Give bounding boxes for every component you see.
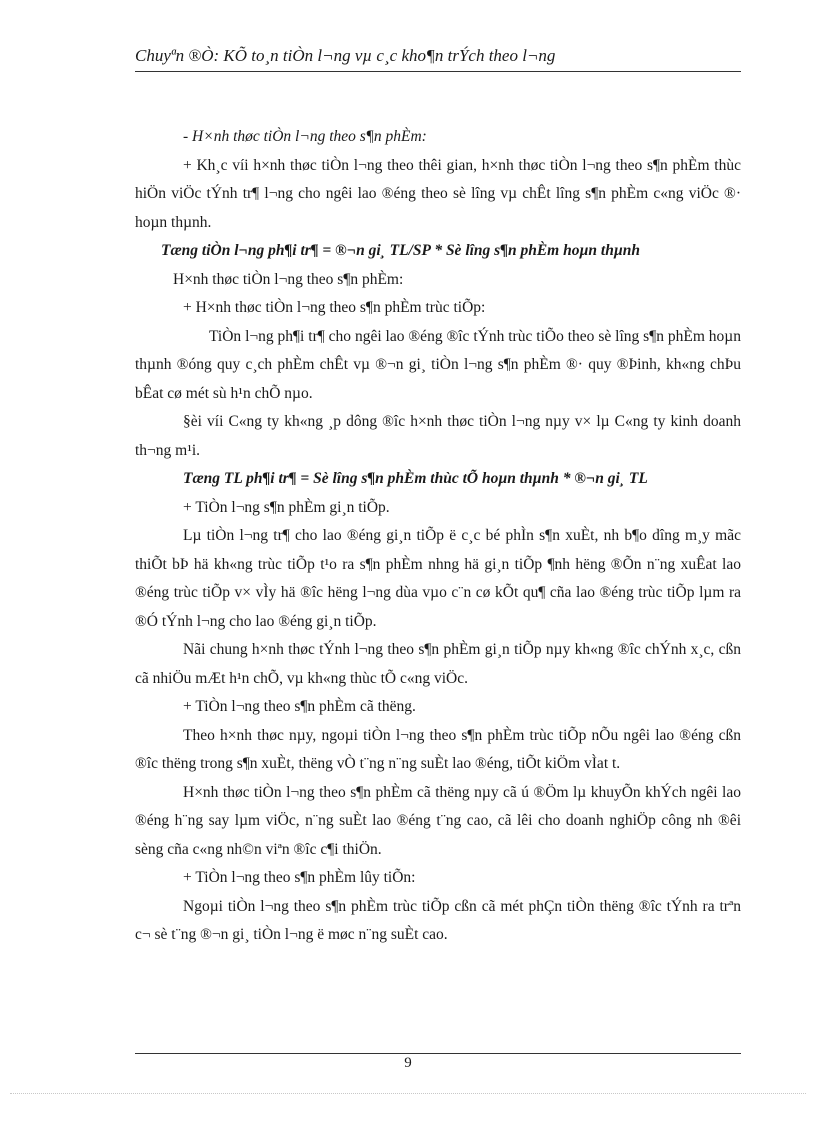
page-edge-dotted-line bbox=[10, 1093, 806, 1094]
page-number: 9 bbox=[404, 1055, 412, 1071]
paragraph: §èi víi C«ng ty kh«ng ¸p dông ®îc h×nh thøc tiÒn l¬ng nµy v× lµ C«ng ty kinh doanh th¬ng m¹i. bbox=[135, 413, 741, 459]
document-body bbox=[135, 123, 741, 950]
formula: Tæng TL ph¶i tr¶ = Sè lîng s¶n phÈm thùc tÕ hoµn thµnh * ®¬n gi¸ TL bbox=[183, 470, 648, 487]
section-heading: - H×nh thøc tiÒn l¬ng theo s¶n phÈm: bbox=[183, 128, 427, 145]
header-rule bbox=[135, 71, 741, 72]
footer-rule bbox=[135, 1053, 741, 1054]
paragraph: + Kh¸c víi h×nh thøc tiÒn l¬ng theo thêi gian, h×nh thøc tiÒn l¬ng theo s¶n phÈm thùc hiÖn viÖc tÝnh tr¶ l¬ng cho ngêi lao ®éng theo sè lîng vµ chÊt lîng s¶n phÈm c«ng viÖc ®· hoµn thµnh. bbox=[135, 156, 741, 231]
paragraph: + TiÒn l¬ng s¶n phÈm gi¸n tiÕp. bbox=[183, 498, 390, 516]
paragraph: Lµ tiÒn l¬ng tr¶ cho lao ®éng gi¸n tiÕp ë c¸c bé phÌn s¶n xuÈt, nh b¶o dîng m¸y mãc thiÕt bÞ hä kh«ng trùc tiÕp t¹o ra s¶n phÈm nhng hä gi¸n tiÕp ¶nh hëng ®Õn n¨ng xuÊat lao ®éng trùc tiÕp v× vÌy hä ®îc hëng l¬ng dùa vµo c¨n cø kÕt qu¶ cña lao ®éng trùc tiÕp lµm ra ®Ó tÝnh l¬ng cho lao ®éng gi¸n tiÕp. bbox=[135, 527, 741, 630]
paragraph: H×nh thøc tiÒn l¬ng theo s¶n phÈm: bbox=[173, 270, 404, 288]
paragraph: + H×nh thøc tiÒn l¬ng theo s¶n phÈm trùc tiÕp: bbox=[183, 299, 486, 316]
paragraph: Nãi chung h×nh thøc tÝnh l¬ng theo s¶n phÈm gi¸n tiÕp nµy kh«ng ®îc chÝnh x¸c, cßn cã nhiÖu mÆt h¹n chÕ, vµ kh«ng thùc tÕ c«ng viÖc. bbox=[135, 641, 741, 687]
paragraph: Ngoµi tiÒn l¬ng theo s¶n phÈm trùc tiÕp cßn cã mét phÇn tiÒn thëng ®îc tÝnh ra trªn c¬ sè t¨ng ®¬n gi¸ tiÒn l¬ng ë møc n¨ng suÈt cao. bbox=[135, 897, 741, 943]
paragraph: TiÒn l¬ng ph¶i tr¶ cho ngêi lao ®éng ®îc tÝnh trùc tiÕo theo sè lîng s¶n phÈm hoµn thµnh ®óng quy c¸ch phÈm chÊt vµ ®¬n gi¸ tiÒn l¬ng s¶n phÈm ®· quy ®Þinh, kh«ng chÞu bÊat cø mét sù h¹n chÕ nµo. bbox=[135, 327, 741, 402]
paragraph: Theo h×nh thøc nµy, ngoµi tiÒn l¬ng theo s¶n phÈm trùc tiÕp nÕu ngêi lao ®éng cßn ®îc thëng trong s¶n xuÈt, thëng vÒ t¨ng n¨ng suÈt lao ®éng, tiÕt kiÖm vÌat t. bbox=[135, 726, 741, 772]
paragraph: H×nh thøc tiÒn l¬ng theo s¶n phÈm cã thëng nµy cã ú ®Öm lµ khuyÕn khÝch ngêi lao ®éng h¨ng say lµm viÖc, n¨ng suÈt lao ®éng t¨ng cao, cã lêi cho doanh nghiÖp công nh ®êi sèng cña c«ng nh©n viªn ®îc c¶i thiÖn. bbox=[135, 783, 741, 858]
paragraph: + TiÒn l¬ng theo s¶n phÈm lûy tiÕn: bbox=[183, 869, 416, 886]
paragraph: + TiÒn l¬ng theo s¶n phÈm cã thëng. bbox=[183, 698, 416, 715]
formula: Tæng tiÒn l¬ng ph¶i tr¶ = ®¬n gi¸ TL/SP * Sè lîng s¶n phÈm hoµn thµnh bbox=[161, 242, 640, 259]
header-title: Chuyªn ®Ò: KÕ to¸n tiÒn l¬ng vµ c¸c kho¶n trÝch theo l¬ng bbox=[135, 46, 556, 65]
